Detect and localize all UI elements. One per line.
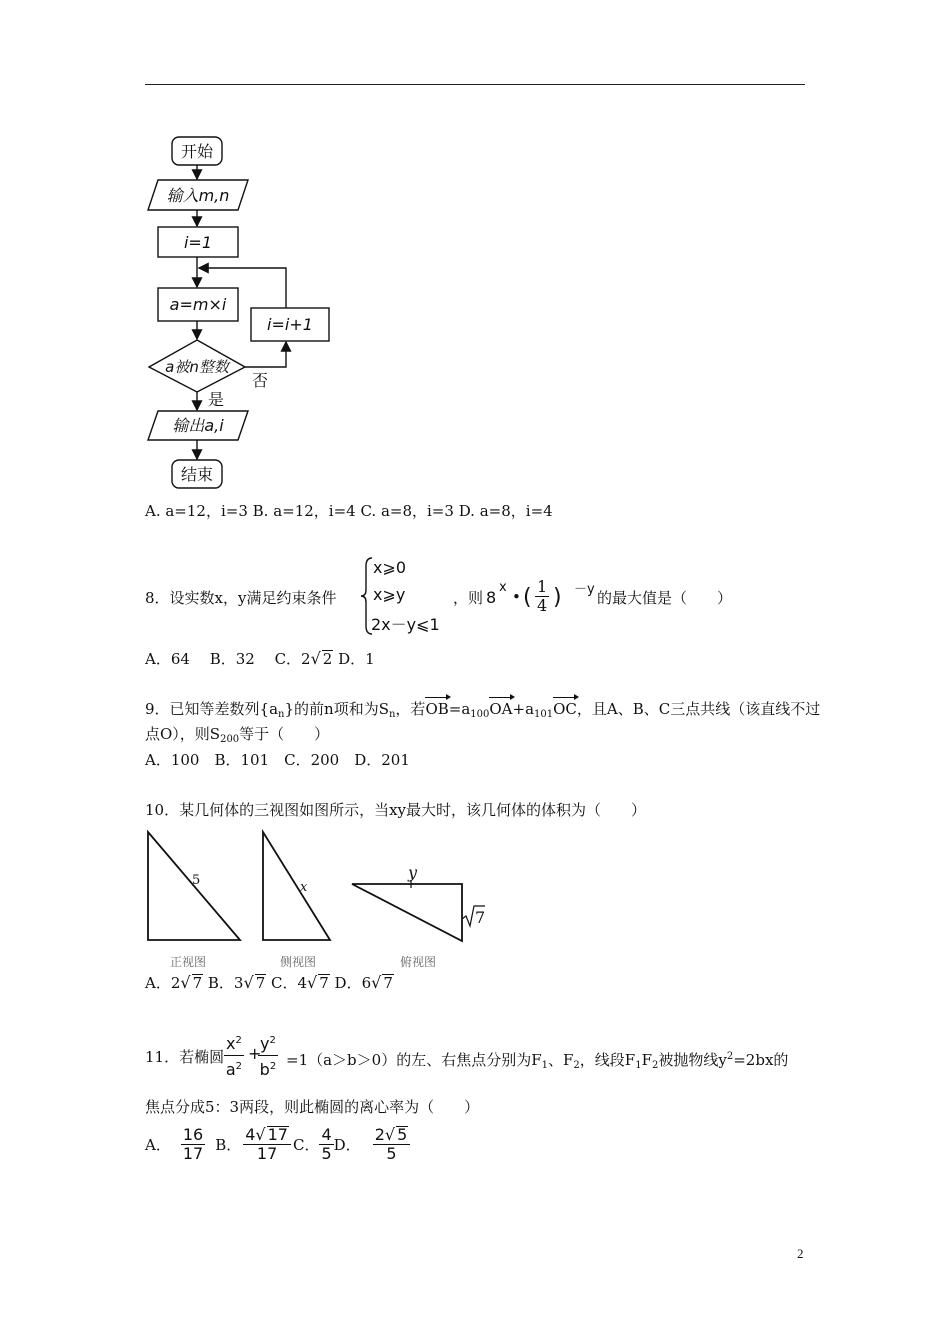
q10-c-rad: 7: [319, 974, 329, 992]
q11-options: [145, 1126, 410, 1163]
q11-y-sq: 2: [269, 1035, 276, 1046]
q8-suffix: 的最大值是（ ）: [597, 589, 733, 607]
fc-input-label: 输入m,n: [166, 186, 230, 205]
caption-top-view: 俯视图: [400, 955, 437, 969]
q11-frac-b: [243, 1126, 291, 1163]
q9-plus: +a: [512, 700, 535, 718]
q10-a-rad: 7: [192, 974, 203, 992]
three-views-figure: [140, 826, 490, 974]
q8-options: [145, 649, 375, 669]
q11-eq: =1（a＞b＞0）的左、右焦点分别为F: [286, 1051, 542, 1069]
q9-sub-200: 200: [220, 734, 240, 745]
q9-vector-oc: OC: [553, 700, 577, 718]
q11-frac-x-den: [226, 1056, 242, 1081]
q11-option-c: C．: [292, 1135, 320, 1154]
q8-fraction: [535, 578, 549, 615]
q9-t2: }的前n项和为S: [284, 700, 389, 718]
flowchart: [140, 130, 350, 495]
q7-options: A. a=12，i=3 B. a=12，i=4 C. a=8，i=3 D. a=8，i=4: [145, 502, 553, 520]
q9-sub-101: 101: [534, 709, 554, 720]
q8-option-d: D．1: [333, 650, 375, 668]
q8-frac-den: 4: [537, 596, 548, 615]
fc-yes-label: 是: [207, 390, 225, 409]
q9-line-2: [145, 724, 329, 750]
q9-eq: =a: [448, 700, 471, 718]
q11-y: y: [260, 1034, 270, 1053]
q11-option-d: D．: [333, 1135, 361, 1154]
q11-a: a: [225, 1060, 236, 1079]
q11-fb-rad: 17: [267, 1125, 288, 1144]
q11-fd-den: 5: [386, 1144, 397, 1163]
q11-a-sq: 2: [235, 1061, 243, 1072]
q8-rparen: ): [553, 585, 562, 610]
q10-option-b: B．3: [203, 974, 244, 992]
q8-sqrt-value: 2: [322, 650, 333, 668]
q10-c-sqrt-sign: √: [307, 973, 318, 992]
q8-then: ，则: [453, 589, 484, 607]
q11-frac-d: [373, 1126, 411, 1163]
q11-s4: 2: [652, 1060, 659, 1071]
q11-fb-pre: 4: [245, 1125, 256, 1144]
side-view-triangle: [263, 832, 330, 940]
fc-decision-label: a被n整数: [165, 358, 229, 376]
q11-fa-den: 17: [182, 1144, 204, 1163]
q11-fd-num: 2√ 5: [373, 1126, 411, 1145]
q11-t2: ，线段F: [579, 1051, 636, 1069]
q11-frac-c: [319, 1126, 333, 1163]
fc-compute-label: a=m×i: [169, 295, 227, 314]
page-number: 2: [797, 1246, 804, 1261]
q11-t5: =2bx的: [733, 1051, 789, 1069]
q9-t1: 9．已知等差数列{a: [145, 700, 279, 718]
q10-d-sqrt-sign: √: [371, 973, 382, 992]
q9-t3: ，若: [395, 700, 426, 718]
q9-line2-a: 点O），则S: [145, 725, 221, 743]
q9-sub-100: 100: [470, 709, 490, 720]
q11-option-b: B．: [215, 1135, 242, 1154]
q11-s2: 2: [573, 1060, 580, 1071]
q11-s3: 1: [635, 1060, 642, 1071]
q8-frac-num: 1: [537, 577, 548, 596]
q8-prefix: 8．设实数x，y满足约束条件: [145, 589, 337, 607]
q9-sub-n2: n: [388, 709, 396, 720]
q8-options-abc: A．64 B．32 C．2: [145, 650, 311, 668]
q10-d-rad: 7: [383, 974, 393, 992]
q11-s1: 1: [541, 1060, 548, 1071]
q11-t4: 被抛物线y: [658, 1051, 727, 1069]
q9-vector-oa: OA: [489, 700, 513, 718]
q11-x-sq: 2: [235, 1035, 242, 1046]
q8-lparen: (: [523, 585, 532, 610]
q11-b: b: [259, 1060, 270, 1079]
q9-vector-ob: OB: [425, 700, 449, 718]
fc-start-label: 开始: [180, 142, 214, 161]
q8-sqrt-sign: √: [310, 649, 321, 668]
q11-frac-x-num: [224, 1030, 244, 1056]
q10-option-a: A．2: [145, 974, 181, 992]
q8-base: 8: [486, 588, 497, 607]
fc-output-label: 输出a,i: [172, 416, 224, 435]
q10-option-c: C．4: [266, 974, 308, 992]
q11-plus: +: [248, 1044, 262, 1063]
q11-fb-num: 4√ 17: [243, 1126, 291, 1145]
caption-front-view: 正视图: [170, 955, 207, 969]
q9-options: A．100 B．101 C．200 D．201: [145, 751, 410, 769]
q11-line-1-rest: [286, 1047, 788, 1076]
q10-a-sqrt-sign: √: [180, 973, 191, 992]
q11-option-a: A．: [145, 1135, 171, 1154]
q11-frac-x: [224, 1030, 244, 1081]
q11-x: x: [226, 1034, 236, 1053]
q11-fb-den: 17: [256, 1144, 278, 1163]
q8-exp1: x: [499, 580, 507, 595]
q9-t4: ，且A、B、C三点共线（该直线不过: [576, 700, 821, 718]
q9-line2-b: 等于（ ）: [239, 725, 330, 743]
q11-c1: 、F: [547, 1051, 574, 1069]
q11-fa-num: 16: [182, 1125, 204, 1144]
q11-t1: 11．若椭圆: [145, 1048, 225, 1066]
top-label-y: y: [408, 863, 418, 882]
q9-sub-n: n: [278, 709, 285, 720]
q11-b-sq: 2: [269, 1061, 277, 1072]
q8-exp2: －y: [574, 582, 595, 597]
q10-options: [145, 973, 394, 993]
fc-no-label: 否: [251, 371, 269, 390]
q11-sup2: 2: [726, 1051, 734, 1062]
header-rule: [145, 84, 805, 85]
q8-constraint-1: x⩾0: [373, 558, 407, 577]
q11-fd-rad: 5: [397, 1125, 408, 1144]
q11-frac-y: [258, 1030, 278, 1081]
q11-frac-a: [181, 1126, 205, 1163]
q10-b-rad: 7: [255, 974, 266, 992]
q10-b-sqrt-sign: √: [243, 973, 254, 992]
q8-constraint-2: x⩾y: [373, 585, 406, 604]
q8-constraint-3: 2x－y⩽1: [371, 615, 440, 634]
q10-stem: 10．某几何体的三视图如图所示，当xy最大时，该几何体的体积为（ ）: [145, 801, 647, 819]
q11-fd-pre: 2: [374, 1125, 385, 1144]
top-view-triangle: [352, 884, 462, 941]
side-label-x: x: [300, 880, 308, 895]
fc-end-label: 结束: [180, 465, 214, 484]
q11-fc-num: 4: [321, 1125, 332, 1144]
q11-frac-y-num: [258, 1030, 278, 1056]
top-label-sqrt7: 7: [475, 908, 486, 927]
front-label-5: 5: [192, 873, 201, 888]
q8-dot: •: [512, 588, 521, 606]
fc-init-label: i=1: [183, 233, 213, 252]
q9-line-1: [145, 699, 820, 725]
q11-t3: F: [641, 1051, 652, 1069]
q11-line-2: 焦点分成5：3两段，则此椭圆的离心率为（ ）: [145, 1098, 480, 1116]
caption-side-view: 侧视图: [280, 955, 317, 969]
q11-frac-y-den: [260, 1056, 277, 1081]
fc-increment-label: i=i+1: [267, 315, 313, 334]
q11-fc-den: 5: [321, 1144, 332, 1163]
q10-option-d: D．6: [329, 974, 372, 992]
